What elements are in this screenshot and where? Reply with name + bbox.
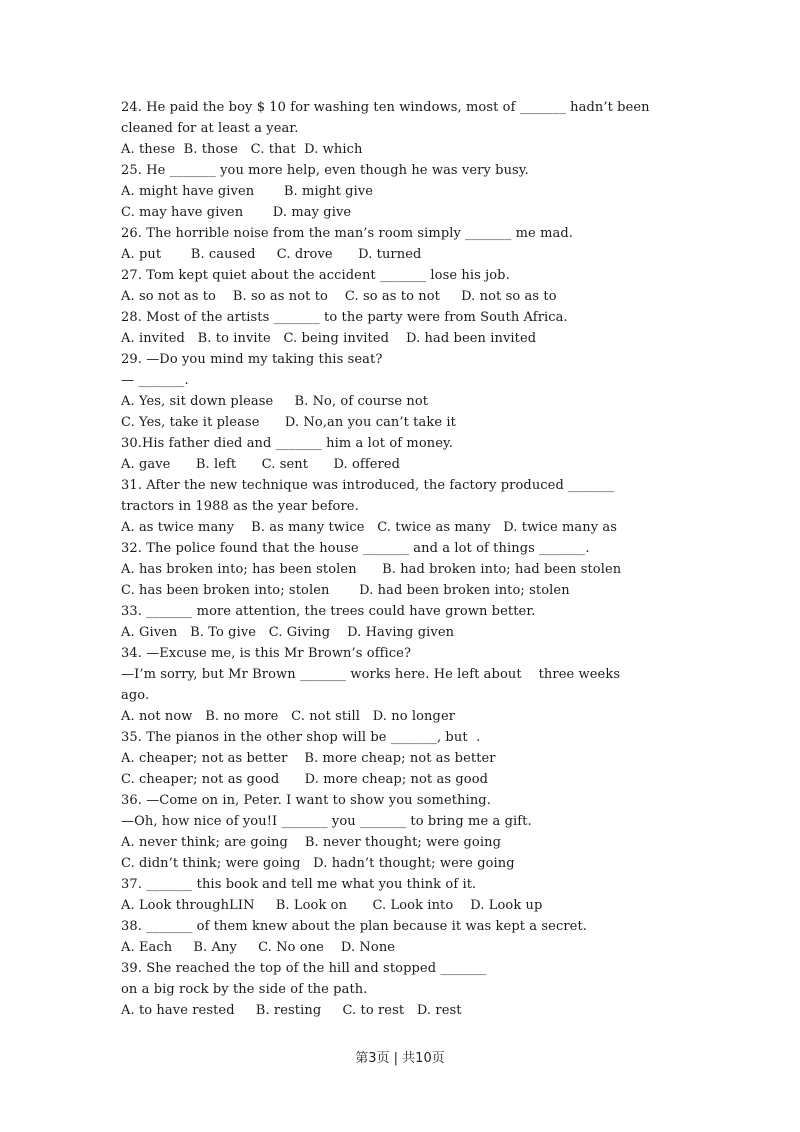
text-line: on a big rock by the side of the path. (121, 982, 368, 997)
text-line: 32. The police found that the house _______ and a lot of things _______. (121, 541, 590, 556)
page-footer: 第3页 | 共10页 (355, 1051, 445, 1066)
text-line: —I’m sorry, but Mr Brown _______ works here. He left about three weeks (121, 667, 621, 682)
text-line: 30.His father died and _______ him a lot of money. (121, 436, 453, 451)
text-line: 31. After the new technique was introduced, the factory produced _______ (121, 478, 615, 493)
text-line: cleaned for at least a year. (121, 121, 299, 136)
text-line: A. might have given B. might give (121, 184, 374, 199)
text-line: A. Look throughLIN B. Look on C. Look into D. Look up (121, 898, 543, 913)
text-line: A. so not as to B. so as not to C. so as to not D. not so as to (121, 289, 557, 304)
text-line: A. never think; are going B. never thought; were going (121, 835, 501, 850)
question-list (121, 97, 681, 1021)
text-line: 34. —Excuse me, is this Mr Brown’s office? (121, 646, 412, 661)
text-line: A. as twice many B. as many twice C. twice as many D. twice many as (121, 520, 618, 535)
text-line: 26. The horrible noise from the man’s room simply _______ me mad. (121, 226, 573, 241)
text-line: A. cheaper; not as better B. more cheap; not as better (121, 751, 496, 766)
text-line: 35. The pianos in the other shop will be _______, but . (121, 730, 481, 745)
text-line: C. cheaper; not as good D. more cheap; not as good (121, 772, 489, 787)
text-line: 24. He paid the boy $ 10 for washing ten windows, most of _______ hadn’t been (121, 100, 650, 115)
text-line: A. Each B. Any C. No one D. None (121, 940, 396, 955)
text-line: 28. Most of the artists _______ to the party were from South Africa. (121, 310, 568, 325)
text-line: A. has broken into; has been stolen B. had broken into; had been stolen (121, 562, 622, 577)
text-line: C. has been broken into; stolen D. had been broken into; stolen (121, 583, 570, 598)
text-line: 36. —Come on in, Peter. I want to show you something. (121, 793, 491, 808)
text-line: A. these B. those C. that D. which (121, 142, 363, 157)
text-line: A. put B. caused C. drove D. turned (121, 247, 422, 262)
text-line: — _______. (121, 373, 189, 388)
text-line: A. Yes, sit down please B. No, of course not (121, 394, 429, 409)
text-line: A. not now B. no more C. not still D. no longer (121, 709, 456, 724)
text-line: ago. (121, 688, 150, 703)
text-line: 37. _______ this book and tell me what you think of it. (121, 877, 477, 892)
text-line: C. Yes, take it please D. No,an you can’t take it (121, 415, 456, 430)
text-line: A. Given B. To give C. Giving D. Having given (121, 625, 455, 640)
text-line: C. may have given D. may give (121, 205, 352, 220)
text-line: 38. _______ of them knew about the plan because it was kept a secret. (121, 919, 587, 934)
text-line: 27. Tom kept quiet about the accident _______ lose his job. (121, 268, 510, 283)
text-line: —Oh, how nice of you!I _______ you _______ to bring me a gift. (121, 814, 532, 829)
text-line: 29. —Do you mind my taking this seat? (121, 352, 383, 367)
text-line: C. didn’t think; were going D. hadn’t thought; were going (121, 856, 515, 871)
text-line: A. to have rested B. resting C. to rest D. rest (121, 1003, 462, 1018)
text-line: tractors in 1988 as the year before. (121, 499, 359, 514)
text-line: 39. She reached the top of the hill and stopped _______ (121, 961, 487, 976)
text-line: A. invited B. to invite C. being invited D. had been invited (121, 331, 537, 346)
text-line: 25. He _______ you more help, even though he was very busy. (121, 163, 529, 178)
text-line: 33. _______ more attention, the trees could have grown better. (121, 604, 536, 619)
text-line: A. gave B. left C. sent D. offered (121, 457, 401, 472)
